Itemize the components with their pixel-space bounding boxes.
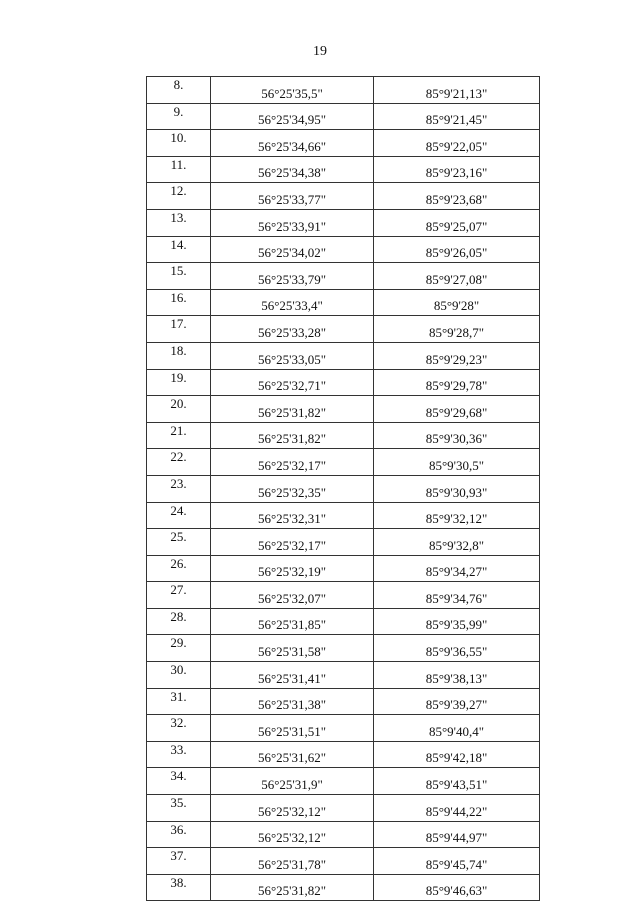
point-number-cell: 35. <box>147 795 211 822</box>
latitude-cell: 56°25'34,95" <box>211 103 374 130</box>
point-number-cell: 14. <box>147 236 211 263</box>
table-row <box>147 289 540 316</box>
latitude-cell: 56°25'31,82" <box>211 422 374 449</box>
longitude-cell: 85°9'32,12" <box>374 502 540 529</box>
table-row <box>147 183 540 210</box>
latitude-cell: 56°25'33,28" <box>211 316 374 343</box>
point-number-cell: 27. <box>147 582 211 609</box>
table-row <box>147 130 540 157</box>
longitude-cell: 85°9'34,27" <box>374 555 540 582</box>
table-row <box>147 635 540 662</box>
longitude-cell: 85°9'27,08" <box>374 263 540 290</box>
table-row <box>147 156 540 183</box>
table-row <box>147 263 540 290</box>
latitude-cell: 56°25'32,12" <box>211 795 374 822</box>
table-row <box>147 821 540 848</box>
coordinates-table <box>146 76 540 901</box>
longitude-cell: 85°9'29,68" <box>374 396 540 423</box>
point-number-cell: 32. <box>147 715 211 742</box>
point-number-cell: 10. <box>147 130 211 157</box>
point-number-cell: 38. <box>147 874 211 901</box>
longitude-cell: 85°9'25,07" <box>374 209 540 236</box>
point-number-cell: 34. <box>147 768 211 795</box>
longitude-cell: 85°9'42,18" <box>374 741 540 768</box>
table-row <box>147 502 540 529</box>
longitude-cell: 85°9'39,27" <box>374 688 540 715</box>
point-number-cell: 26. <box>147 555 211 582</box>
latitude-cell: 56°25'34,66" <box>211 130 374 157</box>
latitude-cell: 56°25'31,82" <box>211 874 374 901</box>
latitude-cell: 56°25'32,31" <box>211 502 374 529</box>
latitude-cell: 56°25'32,17" <box>211 529 374 556</box>
table-row <box>147 555 540 582</box>
point-number-cell: 15. <box>147 263 211 290</box>
longitude-cell: 85°9'30,5" <box>374 449 540 476</box>
point-number-cell: 18. <box>147 342 211 369</box>
latitude-cell: 56°25'31,82" <box>211 396 374 423</box>
table-row <box>147 848 540 875</box>
longitude-cell: 85°9'30,36" <box>374 422 540 449</box>
table-row <box>147 236 540 263</box>
table-row <box>147 316 540 343</box>
longitude-cell: 85°9'44,22" <box>374 795 540 822</box>
latitude-cell: 56°25'31,58" <box>211 635 374 662</box>
table-row <box>147 768 540 795</box>
latitude-cell: 56°25'32,71" <box>211 369 374 396</box>
point-number-cell: 36. <box>147 821 211 848</box>
table-row <box>147 475 540 502</box>
longitude-cell: 85°9'23,16" <box>374 156 540 183</box>
point-number-cell: 11. <box>147 156 211 183</box>
longitude-cell: 85°9'44,97" <box>374 821 540 848</box>
point-number-cell: 29. <box>147 635 211 662</box>
point-number-cell: 33. <box>147 741 211 768</box>
latitude-cell: 56°25'31,9" <box>211 768 374 795</box>
latitude-cell: 56°25'33,4" <box>211 289 374 316</box>
longitude-cell: 85°9'32,8" <box>374 529 540 556</box>
table-row <box>147 422 540 449</box>
table-row <box>147 608 540 635</box>
longitude-cell: 85°9'21,45" <box>374 103 540 130</box>
point-number-cell: 25. <box>147 529 211 556</box>
table-row <box>147 741 540 768</box>
longitude-cell: 85°9'38,13" <box>374 662 540 689</box>
table-row <box>147 369 540 396</box>
latitude-cell: 56°25'32,35" <box>211 475 374 502</box>
longitude-cell: 85°9'23,68" <box>374 183 540 210</box>
latitude-cell: 56°25'34,02" <box>211 236 374 263</box>
longitude-cell: 85°9'46,63" <box>374 874 540 901</box>
latitude-cell: 56°25'32,17" <box>211 449 374 476</box>
latitude-cell: 56°25'33,79" <box>211 263 374 290</box>
table-row <box>147 688 540 715</box>
longitude-cell: 85°9'29,78" <box>374 369 540 396</box>
latitude-cell: 56°25'31,38" <box>211 688 374 715</box>
latitude-cell: 56°25'32,19" <box>211 555 374 582</box>
table-row <box>147 715 540 742</box>
latitude-cell: 56°25'35,5" <box>211 77 374 104</box>
point-number-cell: 9. <box>147 103 211 130</box>
longitude-cell: 85°9'36,55" <box>374 635 540 662</box>
longitude-cell: 85°9'30,93" <box>374 475 540 502</box>
point-number-cell: 16. <box>147 289 211 316</box>
latitude-cell: 56°25'31,62" <box>211 741 374 768</box>
point-number-cell: 28. <box>147 608 211 635</box>
point-number-cell: 21. <box>147 422 211 449</box>
latitude-cell: 56°25'31,51" <box>211 715 374 742</box>
longitude-cell: 85°9'21,13" <box>374 77 540 104</box>
table-row <box>147 77 540 104</box>
latitude-cell: 56°25'32,07" <box>211 582 374 609</box>
latitude-cell: 56°25'33,77" <box>211 183 374 210</box>
latitude-cell: 56°25'33,05" <box>211 342 374 369</box>
table-row <box>147 874 540 901</box>
longitude-cell: 85°9'43,51" <box>374 768 540 795</box>
point-number-cell: 24. <box>147 502 211 529</box>
table-row <box>147 449 540 476</box>
latitude-cell: 56°25'34,38" <box>211 156 374 183</box>
table-row <box>147 342 540 369</box>
longitude-cell: 85°9'35,99" <box>374 608 540 635</box>
longitude-cell: 85°9'45,74" <box>374 848 540 875</box>
table-row <box>147 662 540 689</box>
point-number-cell: 23. <box>147 475 211 502</box>
point-number-cell: 22. <box>147 449 211 476</box>
latitude-cell: 56°25'31,78" <box>211 848 374 875</box>
longitude-cell: 85°9'34,76" <box>374 582 540 609</box>
longitude-cell: 85°9'29,23" <box>374 342 540 369</box>
latitude-cell: 56°25'32,12" <box>211 821 374 848</box>
table-row <box>147 209 540 236</box>
point-number-cell: 19. <box>147 369 211 396</box>
longitude-cell: 85°9'40,4" <box>374 715 540 742</box>
point-number-cell: 12. <box>147 183 211 210</box>
longitude-cell: 85°9'22,05" <box>374 130 540 157</box>
table-row <box>147 795 540 822</box>
table-row <box>147 103 540 130</box>
table-row <box>147 396 540 423</box>
latitude-cell: 56°25'33,91" <box>211 209 374 236</box>
point-number-cell: 37. <box>147 848 211 875</box>
point-number-cell: 13. <box>147 209 211 236</box>
coordinates-table-body <box>147 77 540 901</box>
latitude-cell: 56°25'31,85" <box>211 608 374 635</box>
point-number-cell: 17. <box>147 316 211 343</box>
table-row <box>147 529 540 556</box>
latitude-cell: 56°25'31,41" <box>211 662 374 689</box>
point-number-cell: 31. <box>147 688 211 715</box>
table-row <box>147 582 540 609</box>
longitude-cell: 85°9'28,7" <box>374 316 540 343</box>
point-number-cell: 8. <box>147 77 211 104</box>
longitude-cell: 85°9'28" <box>374 289 540 316</box>
longitude-cell: 85°9'26,05" <box>374 236 540 263</box>
point-number-cell: 30. <box>147 662 211 689</box>
point-number-cell: 20. <box>147 396 211 423</box>
page-number: 19 <box>313 44 327 59</box>
